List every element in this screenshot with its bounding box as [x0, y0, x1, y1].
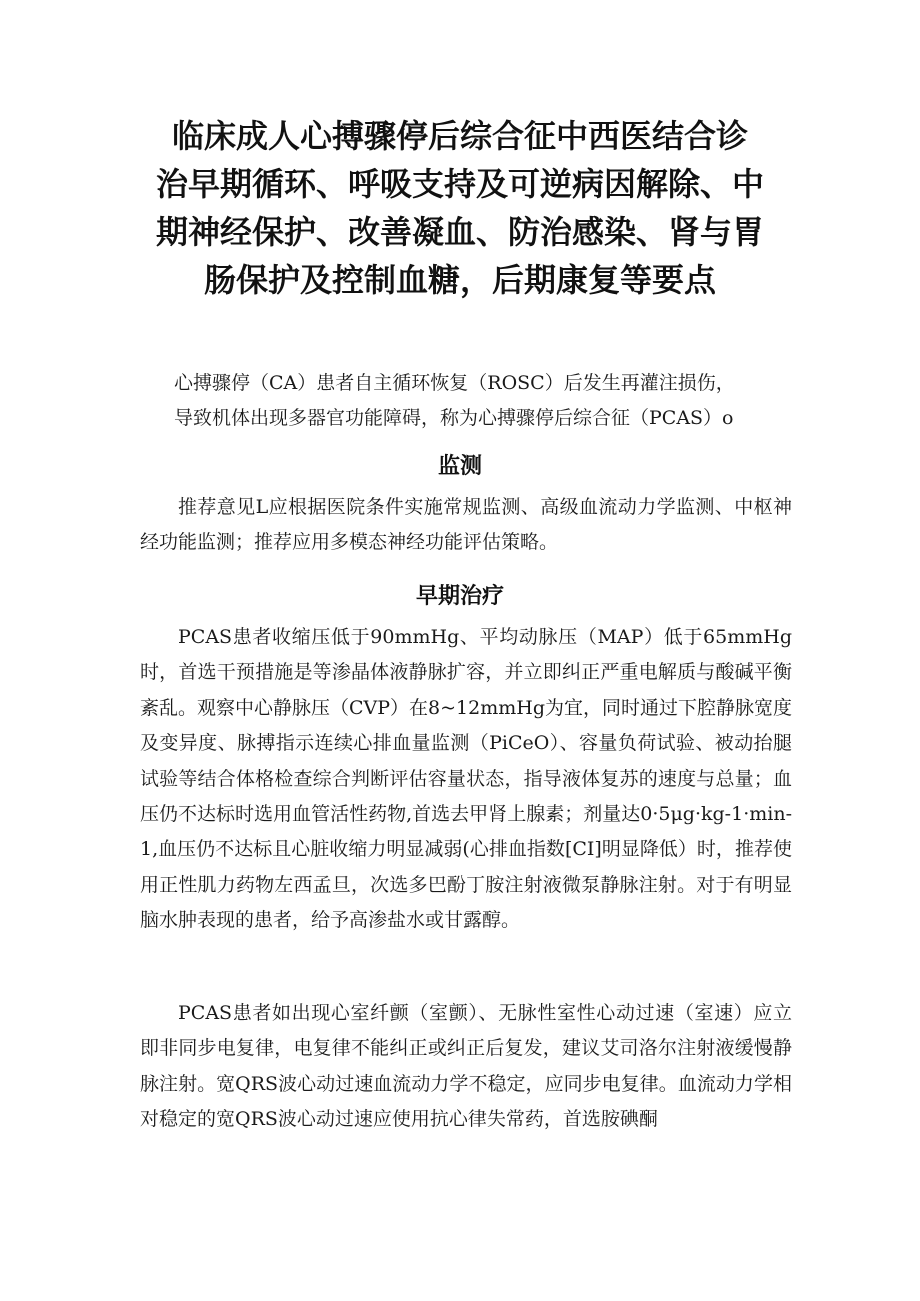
section-heading-monitoring: 监测 [437, 454, 482, 479]
early-treatment-paragraph-2: PCAS患者如出现心室纤颤（室颤）、无脉性室性心动过速（室速）应立即非同步电复律，电复律不能纠正或纠正后复发，建议艾司洛尔注射液缓慢静脉注射。宽QRS波心动过速血流动力学不稳定，应同步电复律。血流动力学相对稳定的宽QRS波心动过速应使用抗心律失常药，首选胺碘酮 [140, 1002, 792, 1131]
intro-line: 心搏骤停（CA）患者自主循环恢复（ROSC）后发生再灌注损伤， [174, 372, 735, 394]
title-line: 治早期循环、呼吸支持及可逆病因解除、中 [155, 165, 764, 203]
monitoring-paragraph: 推荐意见L应根据医院条件实施常规监测、高级血流动力学监测、中枢神经功能监测；推荐应用多模态神经功能评估策略。 [140, 496, 792, 554]
intro-line: 导致机体出现多器官功能障碍，称为心搏骤停后综合征（PCAS）o [174, 407, 734, 429]
section-heading-early-treatment: 早期治疗 [415, 584, 504, 609]
early-treatment-paragraph-1: PCAS患者收缩压低于90mmHg、平均动脉压（MAP）低于65mmHg时，首选干预措施是等渗晶体液静脉扩容，并立即纠正严重电解质与酸碱平衡紊乱。观察中心静脉压（CVP）在8~12mmHg为宜，同时通过下腔静脉宽度及变异度、脉搏指示连续心排血量监测（PiCeO）、容量负荷试验、被动抬腿试验等结合体格检查综合判断评估容量状态，指导液体复苏的速度与总量；血压仍不达标时选用血管活性药物,首选去甲肾上腺素；剂量达0·5μg·kg-1·min-1,血压仍不达标且心脏收缩力明显减弱(心排血指数[CI]明显降低）时，推荐使用正性肌力药物左西孟旦，次选多巴酚丁胺注射液微泵静脉注射。对于有明显脑水肿表现的患者，给予高渗盐水或甘露醇。 [140, 626, 792, 932]
title-line: 肠保护及控制血糖，后期康复等要点 [203, 261, 716, 299]
title-line: 临床成人心搏骤停后综合征中西医结合诊 [171, 117, 748, 155]
intro-paragraph [140, 366, 800, 436]
document-title [140, 112, 780, 304]
title-line: 期神经保护、改善凝血、防治感染、肾与胃 [155, 213, 764, 251]
